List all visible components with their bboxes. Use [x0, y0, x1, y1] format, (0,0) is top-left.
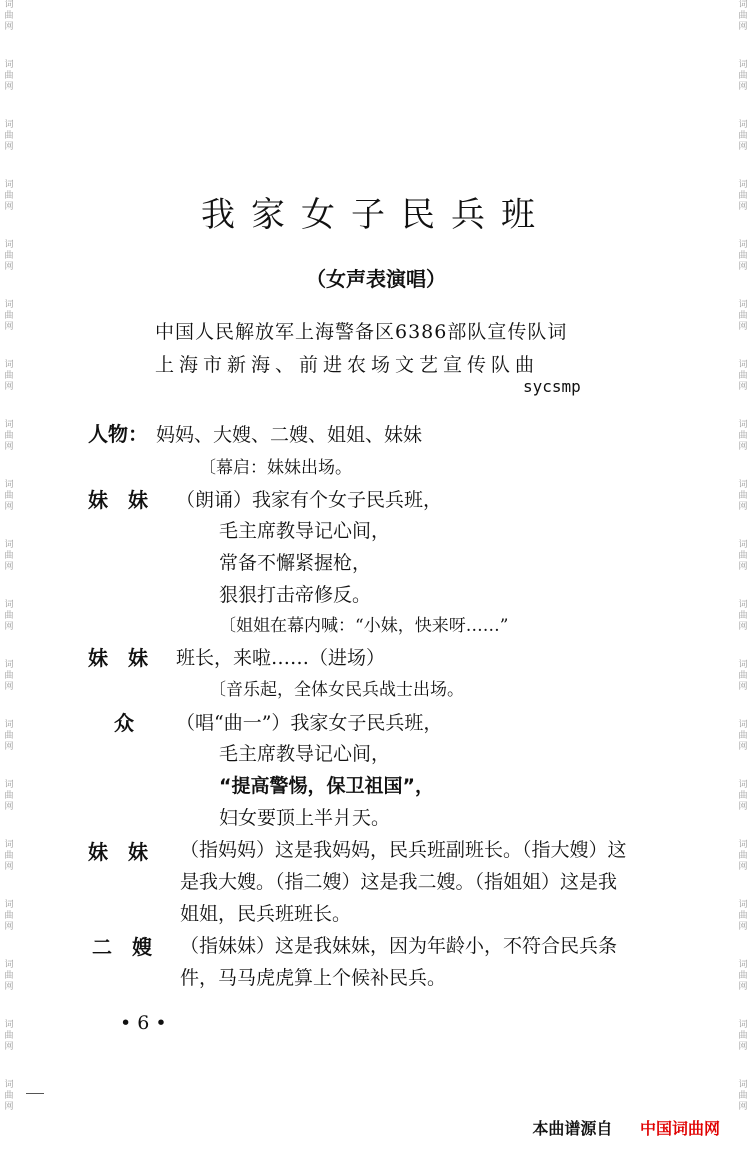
footer-divider — [26, 1093, 44, 1094]
speaker-label: 众 — [114, 711, 134, 735]
watermark-glyphs: 词 曲 网 — [4, 660, 14, 692]
watermark-glyphs: 词 曲 网 — [738, 600, 748, 632]
stage-direction: 〔姐姐在幕内喊：“小妹，快来呀……” — [219, 616, 509, 636]
watermark-glyphs: 词 曲 网 — [738, 60, 748, 92]
dialogue-line: 姐姐，民兵班班长。 — [180, 903, 352, 925]
dialogue-line: 是我大嫂。（指二嫂）这是我二嫂。（指姐姐）这是我 — [180, 871, 618, 893]
watermark-glyphs: 词 曲 网 — [4, 360, 14, 392]
watermark-glyphs: 词 曲 网 — [738, 720, 748, 752]
right-watermark-strip — [736, 0, 750, 1166]
watermark-glyphs: 词 曲 网 — [4, 1080, 14, 1112]
music-credit: 上海市新海、前进农场文艺宣传队曲 — [155, 354, 540, 376]
watermark-glyphs: 词 曲 网 — [4, 840, 14, 872]
stage-direction: 〔音乐起，全体女民兵战士出场。 — [209, 680, 464, 700]
watermark-glyphs: 词 曲 网 — [4, 1020, 14, 1052]
watermark-glyphs: 词 曲 网 — [738, 960, 748, 992]
page-subtitle: （女声表演唱） — [306, 267, 446, 291]
watermark-glyphs: 词 曲 网 — [4, 480, 14, 512]
speaker-label: 妹 妹 — [88, 646, 148, 670]
characters-label: 人物： — [88, 422, 148, 446]
footer-source-label: 本曲谱源自 — [532, 1119, 613, 1138]
watermark-glyphs: 词 曲 网 — [738, 540, 748, 572]
watermark-glyphs: 词 曲 网 — [738, 900, 748, 932]
watermark-glyphs: 词 曲 网 — [738, 180, 748, 212]
speaker-label: 二 嫂 — [92, 935, 152, 959]
watermark-glyphs: 词 曲 网 — [4, 780, 14, 812]
watermark-glyphs: 词 曲 网 — [4, 180, 14, 212]
watermark-glyphs: 词 曲 网 — [738, 360, 748, 392]
watermark-glyphs: 词 曲 网 — [4, 900, 14, 932]
watermark-glyphs: 词 曲 网 — [738, 420, 748, 452]
characters-list: 妈妈、大嫂、二嫂、姐姐、妹妹 — [156, 424, 423, 446]
lyrics-credit: 中国人民解放军上海警备区6386部队宣传队词 — [155, 321, 568, 343]
dialogue-line: 妇女要顶上半爿天。 — [219, 807, 391, 829]
dialogue-line: 常备不懈紧握枪， — [219, 552, 372, 574]
watermark-glyphs: 词 曲 网 — [4, 540, 14, 572]
dialogue-line: 毛主席教导记心间， — [219, 520, 391, 542]
watermark-glyphs: 词 曲 网 — [738, 780, 748, 812]
source-tag: sycsmp — [523, 377, 581, 396]
page-number: • 6 • — [120, 1012, 167, 1034]
watermark-glyphs: 词 曲 网 — [4, 240, 14, 272]
dialogue-line: 毛主席教导记心间， — [219, 743, 391, 765]
watermark-glyphs: 词 曲 网 — [4, 0, 14, 32]
footer-source — [532, 1116, 720, 1139]
watermark-glyphs: 词 曲 网 — [4, 600, 14, 632]
dialogue-line: 狠狠打击帝修反。 — [219, 584, 372, 606]
watermark-glyphs: 词 曲 网 — [4, 300, 14, 332]
watermark-glyphs: 词 曲 网 — [4, 420, 14, 452]
page-title: 我家女子民兵班 — [201, 195, 551, 235]
watermark-glyphs: 词 曲 网 — [4, 720, 14, 752]
dialogue-line: （指妹妹）这是我妹妹，因为年龄小，不符合民兵条 — [180, 935, 618, 957]
watermark-glyphs: 词 曲 网 — [4, 960, 14, 992]
dialogue-line: “提高警惕，保卫祖国”， — [219, 775, 434, 797]
left-watermark-strip — [2, 0, 16, 1166]
dialogue-line: （指妈妈）这是我妈妈，民兵班副班长。（指大嫂）这 — [180, 839, 627, 861]
watermark-glyphs: 词 曲 网 — [738, 1080, 748, 1112]
watermark-glyphs: 词 曲 网 — [738, 120, 748, 152]
watermark-glyphs: 词 曲 网 — [738, 240, 748, 272]
watermark-glyphs: 词 曲 网 — [738, 0, 748, 32]
watermark-glyphs: 词 曲 网 — [738, 1020, 748, 1052]
footer-brand-link[interactable]: 中国词曲网 — [639, 1119, 720, 1138]
dialogue-line: （唱“曲一”）我家女子民兵班， — [176, 712, 443, 734]
speaker-label: 妹 妹 — [88, 840, 148, 864]
dialogue-line: 件，马马虎虎算上个候补民兵。 — [180, 967, 447, 989]
speaker-label: 妹 妹 — [88, 488, 148, 512]
watermark-glyphs: 词 曲 网 — [738, 300, 748, 332]
watermark-glyphs: 词 曲 网 — [738, 480, 748, 512]
dialogue-line: （朗诵）我家有个女子民兵班， — [176, 489, 443, 511]
watermark-glyphs: 词 曲 网 — [738, 660, 748, 692]
watermark-glyphs: 词 曲 网 — [4, 60, 14, 92]
watermark-glyphs: 词 曲 网 — [4, 120, 14, 152]
dialogue-line: 班长，来啦……（进场） — [176, 647, 386, 669]
stage-direction: 〔幕启：妹妹出场。 — [199, 458, 352, 478]
watermark-glyphs: 词 曲 网 — [738, 840, 748, 872]
